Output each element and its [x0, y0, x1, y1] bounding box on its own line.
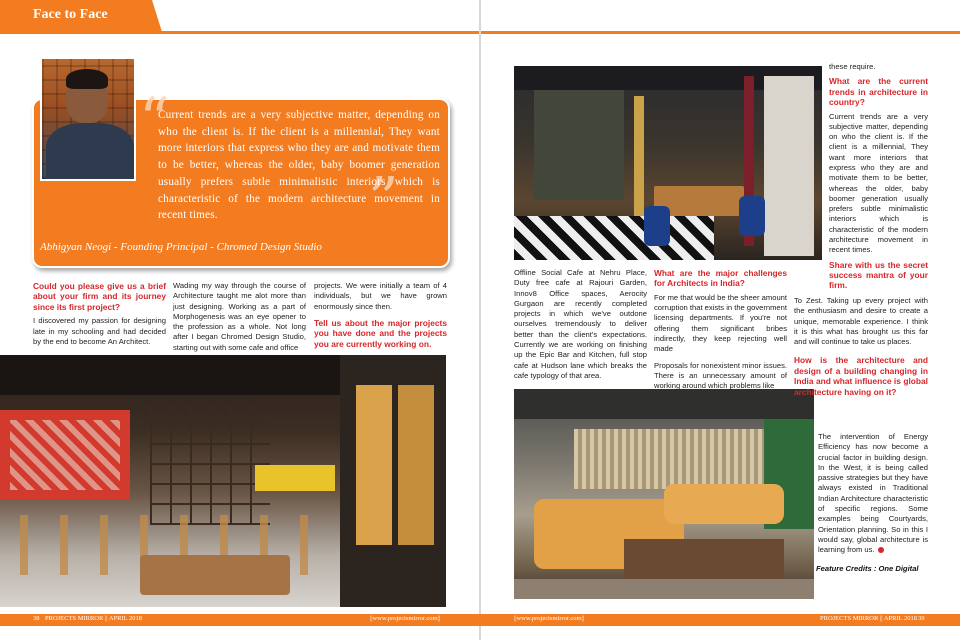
page-gutter: [479, 0, 481, 640]
pull-quote-credit: Abhigyan Neogi - Founding Principal - Chromed Design Studio: [40, 241, 322, 253]
answer-paragraph: these require.: [829, 62, 876, 71]
answer-paragraph: projects. We were initially a team of 4 individuals, but we have grown enormously since then.: [314, 281, 447, 311]
answer-paragraph: The intervention of Energy Efficiency has now become a crucial factor in building design. In the West, it is being called passive strategies but they have always existed in Traditional Indian Architecture characteristic of specific regions. Some examples being Courtyards, Orientation planning. So in this I would say, global architecture is learning from us.: [818, 432, 928, 555]
question-heading: What are the current trends in architecture in country?: [829, 76, 928, 108]
website-right: ||www.projectsmirror.com||: [514, 615, 585, 622]
left-column-1: [33, 281, 166, 351]
question-heading: How is the architecture and design of a building changing in India and what influence is global architecture having on it?: [794, 355, 928, 397]
pull-quote-text: Current trends are a very subjective matter, depending on who the client is. If the client is a millennial, They want more interiors that express who they are and motivate them to be better, whereas the older, baby boomer generation usually prefers subtle minimalistic interiors which is characteristic of the modern architecture movement in recent times.: [158, 109, 440, 222]
end-mark-icon: [878, 547, 884, 553]
page-number-left: 38: [33, 615, 40, 622]
lounge-interior-photo: [514, 389, 814, 599]
question-heading: Tell us about the major projects you have done and the projects you are currently working on.: [314, 317, 447, 349]
right-column-3-top: [829, 62, 928, 295]
portrait-photo: [40, 57, 136, 181]
magazine-name-right: PROJECTS MIRROR || APRIL 2018: [820, 615, 917, 622]
answer-paragraph: Offline Social Cafe at Nehru Place, Duty free cafe at Rajouri Garden, Innov8 Office spaces, Aerocity Gurgaon are recently completed projects in which we've outdone ourselves tremendously to deliver better than the client's expectations. Currently we are working on finishing up the Epic Bar and Kitchen, full stop cafe at Hudson lane which breaks the cafe typology of that area.: [514, 268, 647, 380]
right-column-3-mid: [794, 296, 928, 401]
answer-paragraph: Proposals for nonexistent minor issues. There is an unnecessary amount of working around which problems like: [654, 360, 787, 391]
question-heading: Share with us the secret success mantra of your firm.: [829, 259, 928, 291]
right-column-2: [654, 268, 787, 395]
website-left: ||www.projectsmirror.com||: [370, 615, 441, 622]
answer-paragraph: I discovered my passion for designing late in my schooling and had decided by the end to become An Architect.: [33, 316, 166, 346]
footer-bar: [0, 614, 960, 626]
cafe-interior-photo: [0, 355, 446, 607]
left-column-3: [314, 281, 447, 353]
section-title: Face to Face: [33, 7, 108, 22]
magazine-name-left: PROJECTS MIRROR || APRIL 2018: [45, 615, 142, 622]
page-number-right: 39: [918, 615, 925, 622]
bar-interior-photo: [514, 66, 822, 260]
feature-credit: Feature Credits : One Digital: [816, 564, 919, 573]
answer-paragraph: For me that would be the sheer amount corruption that exists in the government licensing departments. If you're not offering them significant bribes indirectly, they keep rejecting well made: [654, 292, 787, 354]
answer-paragraph: Wading my way through the course of Architecture taught me alot more than just designing. Working as a part of Morphogenesis was an eye opener to the profession as a whole. Not long after I began Chromed Design Studio, starting out with some cafe and office: [173, 281, 306, 352]
open-quote-icon: “: [139, 85, 170, 155]
question-heading: Could you please give us a brief about your firm and its journey since its first project?: [33, 281, 166, 312]
question-heading: What are the major challenges for Architects in India?: [654, 268, 787, 289]
close-quote-icon: ”: [368, 165, 399, 235]
right-column-1: [514, 268, 647, 385]
left-column-2: [173, 281, 306, 357]
answer-paragraph: Current trends are a very subjective matter, depending on who the client is. If the client is a millennial, They want more interiors that express who they are and motivate them to be better, whereas the older, baby boomer generation usually prefers subtle minimalistic interiors which is characteristic of the modern architecture movement in recent times.: [829, 111, 928, 255]
answer-paragraph: To Zest. Taking up every project with the enthusiasm and desire to create a unique, memorable experience. I think it is this what has brought us this far and will continue to take us places.: [794, 296, 928, 347]
right-column-3-bottom: [818, 432, 928, 560]
